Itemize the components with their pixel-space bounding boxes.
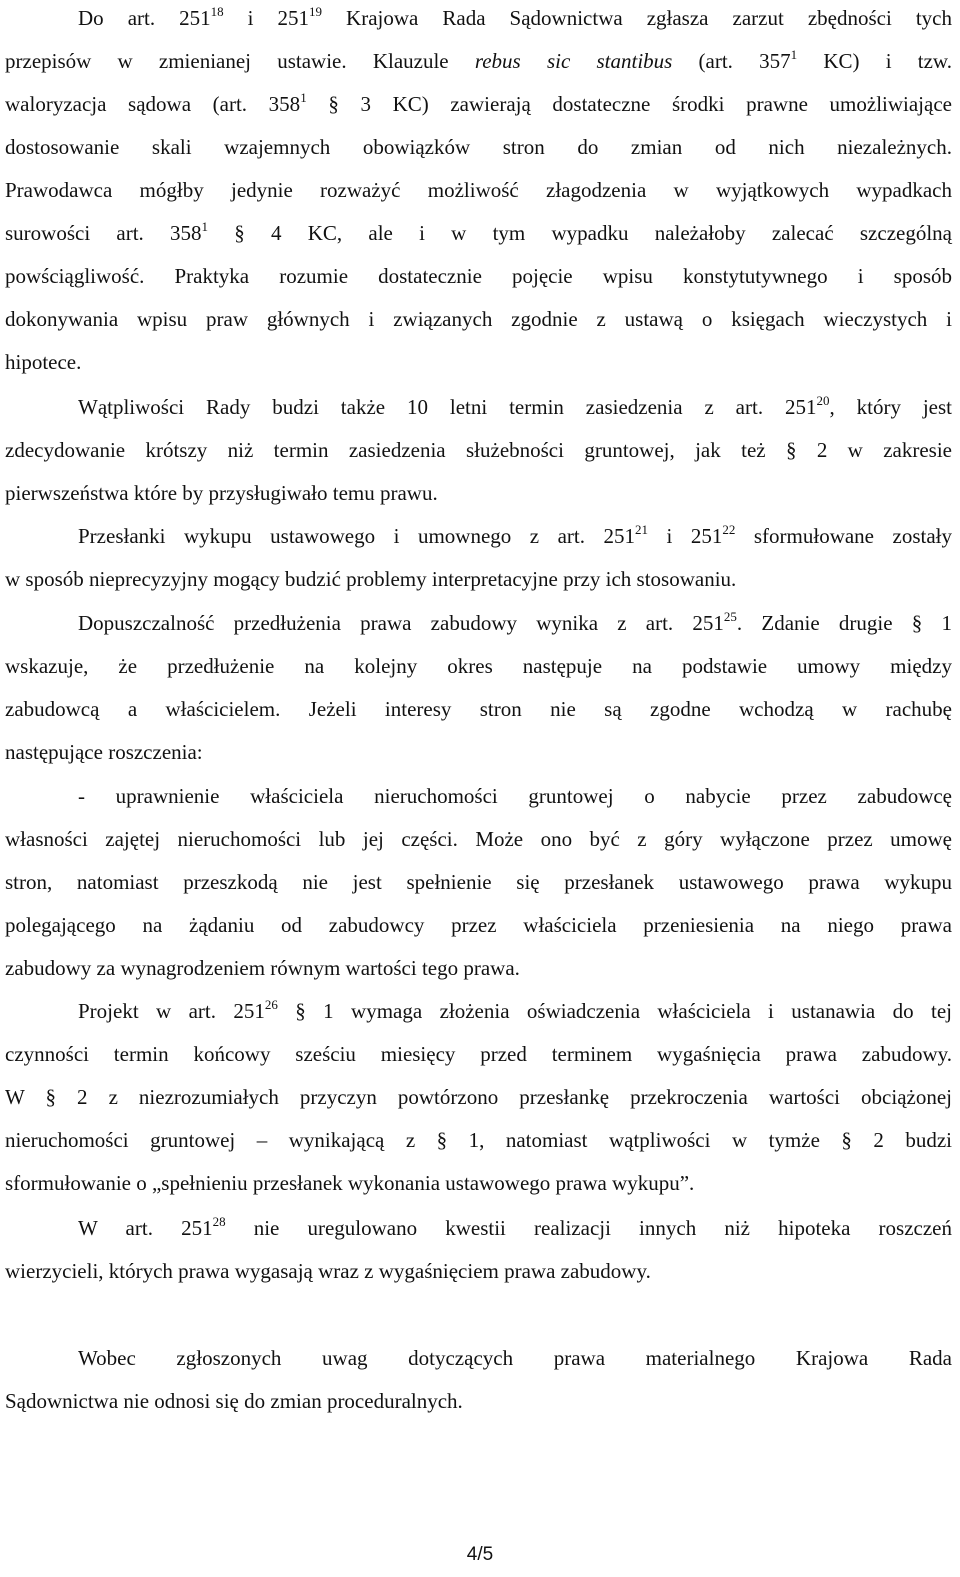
text-run: W art. 251 — [78, 1216, 213, 1240]
text-run: przepisów w zmienianej ustawie. Klauzule — [5, 49, 475, 73]
text-run: Wątpliwości Rady budzi także 10 letni termin zasiedzenia z art. 251 — [78, 395, 817, 419]
text-run: w sposób nieprecyzyjny mogący budzić problemy interpretacyjne przy ich stosowaniu. — [5, 567, 737, 591]
text-line — [5, 1389, 952, 1413]
text-run: Dopuszczalność przedłużenia prawa zabudowy wynika z art. 251 — [78, 611, 724, 635]
text-run: własności zajętej nieruchomości lub jej części. Może ono być z góry wyłączone przez umowę — [5, 827, 952, 851]
text-line — [5, 92, 952, 116]
text-line — [5, 395, 952, 419]
text-run: Krajowa Rada Sądownictwa zgłasza zarzut zbędności tych — [322, 6, 952, 30]
text-line — [5, 999, 952, 1023]
text-run: nieruchomości gruntowej – wynikającą z § 1, natomiast wątpliwości w tymże § 2 budzi — [5, 1128, 952, 1152]
text-run: § 3 KC) zawierają dostateczne środki prawne umożliwiające — [306, 92, 952, 116]
text-run: Sądownictwa nie odnosi się do zmian proceduralnych. — [5, 1389, 463, 1413]
article-superscript: 1 — [201, 219, 209, 234]
text-run: Prawodawca mógłby jedynie rozważyć możliwość złagodzenia w wyjątkowych wypadkach — [5, 178, 952, 202]
text-run: sformułowanie o „spełnieniu przesłanek wykonania ustawowego prawa wykupu”. — [5, 1171, 695, 1195]
text-run: i 251 — [648, 524, 723, 548]
text-line — [5, 438, 952, 462]
article-superscript: 28 — [212, 1214, 226, 1229]
article-superscript: 1 — [300, 90, 307, 105]
article-superscript: 26 — [264, 997, 278, 1012]
text-line — [5, 1259, 952, 1283]
text-run: dostosowanie skali wzajemnych obowiązków stron do zmian od nich niezależnych. — [5, 135, 952, 159]
text-run: czynności termin końcowy sześciu miesięcy przed terminem wygaśnięcia prawa zabudowy. — [5, 1042, 952, 1066]
text-run: polegającego na żądaniu od zabudowcy przez właściciela przeniesienia na niego prawa — [5, 913, 952, 937]
text-run: stron, natomiast przeszkodą nie jest spełnienie się przesłanek ustawowego prawa wykupu — [5, 870, 952, 894]
text-run: hipotece. — [5, 350, 82, 374]
text-run: , który jest — [829, 395, 952, 419]
text-run: następujące roszczenia: — [5, 740, 203, 764]
text-line — [5, 307, 952, 331]
text-line — [5, 49, 952, 73]
text-run: wskazuje, że przedłużenie na kolejny okres następuje na podstawie umowy między — [5, 654, 952, 678]
text-line — [5, 870, 952, 894]
text-run: dokonywania wpisu praw głównych i związanych zgodnie z ustawą o księgach wieczystych i — [5, 307, 952, 331]
text-line — [5, 524, 952, 548]
text-run: . Zdanie drugie § 1 — [736, 611, 952, 635]
text-run: waloryzacja sądowa (art. 358 — [5, 92, 301, 116]
text-run: Do art. 251 — [78, 6, 211, 30]
text-run: powściągliwość. Praktyka rozumie dostatecznie pojęcie wpisu konstytutywnego i sposób — [5, 264, 952, 288]
article-superscript: 19 — [309, 4, 323, 19]
text-run: zabudowy za wynagrodzeniem równym wartości tego prawa. — [5, 956, 520, 980]
text-line — [5, 6, 952, 30]
text-run: Wobec zgłoszonych uwag dotyczących prawa materialnego Krajowa Rada — [78, 1346, 952, 1370]
text-run: sformułowane zostały — [735, 524, 952, 548]
text-run: W § 2 z niezrozumiałych przyczyn powtórzono przesłankę przekroczenia wartości obciążonej — [5, 1085, 952, 1109]
italic-phrase: rebus sic stantibus — [474, 49, 673, 73]
text-line — [5, 654, 952, 678]
text-line — [5, 1128, 952, 1152]
text-run: wierzycieli, których prawa wygasają wraz z wygaśnięciem prawa zabudowy. — [5, 1259, 651, 1283]
article-superscript: 21 — [635, 522, 649, 537]
text-run: i 251 — [223, 6, 310, 30]
text-line — [5, 1085, 952, 1109]
page-number: 4/5 — [466, 1544, 494, 1565]
text-line — [5, 178, 952, 202]
text-line — [5, 567, 952, 591]
text-line — [5, 221, 952, 245]
text-run: Projekt w art. 251 — [78, 999, 265, 1023]
text-run: surowości art. 358 — [5, 221, 202, 245]
text-line — [5, 740, 952, 764]
text-run: nie uregulowano kwestii realizacji innych niż hipoteka roszczeń — [225, 1216, 952, 1240]
text-line — [5, 827, 952, 851]
text-line — [5, 135, 952, 159]
text-line — [5, 611, 952, 635]
text-line — [5, 1171, 952, 1195]
text-run: KC) i tzw. — [797, 49, 952, 73]
article-superscript: 20 — [816, 393, 830, 408]
text-run: § 4 KC, ale i w tym wypadku należałoby zalecać szczególną — [208, 221, 952, 245]
text-line — [5, 1216, 952, 1240]
article-superscript: 25 — [723, 609, 737, 624]
text-run: zabudowcą a właścicielem. Jeżeli interesy stron nie są zgodne wchodzą w rachubę — [5, 697, 952, 721]
text-line — [5, 481, 952, 505]
text-run: (art. 357 — [672, 49, 791, 73]
article-superscript: 18 — [210, 4, 224, 19]
article-superscript: 22 — [722, 522, 736, 537]
text-line — [5, 1042, 952, 1066]
text-line — [5, 264, 952, 288]
text-run: Przesłanki wykupu ustawowego i umownego z art. 251 — [78, 524, 636, 548]
text-line — [5, 956, 952, 980]
text-line — [5, 1346, 952, 1370]
text-line — [5, 913, 952, 937]
text-line — [5, 784, 952, 808]
text-run: pierwszeństwa które by przysługiwało temu prawu. — [5, 481, 438, 505]
article-superscript: 1 — [790, 47, 798, 62]
text-run: § 1 wymaga złożenia oświadczenia właściciela i ustanawia do tej — [277, 999, 953, 1023]
text-line — [5, 697, 952, 721]
text-run: - uprawnienie właściciela nieruchomości gruntowej o nabycie przez zabudowcę — [78, 784, 952, 808]
text-line — [5, 350, 952, 374]
text-run: zdecydowanie krótszy niż termin zasiedzenia służebności gruntowej, jak też § 2 w zakresie — [5, 438, 952, 462]
